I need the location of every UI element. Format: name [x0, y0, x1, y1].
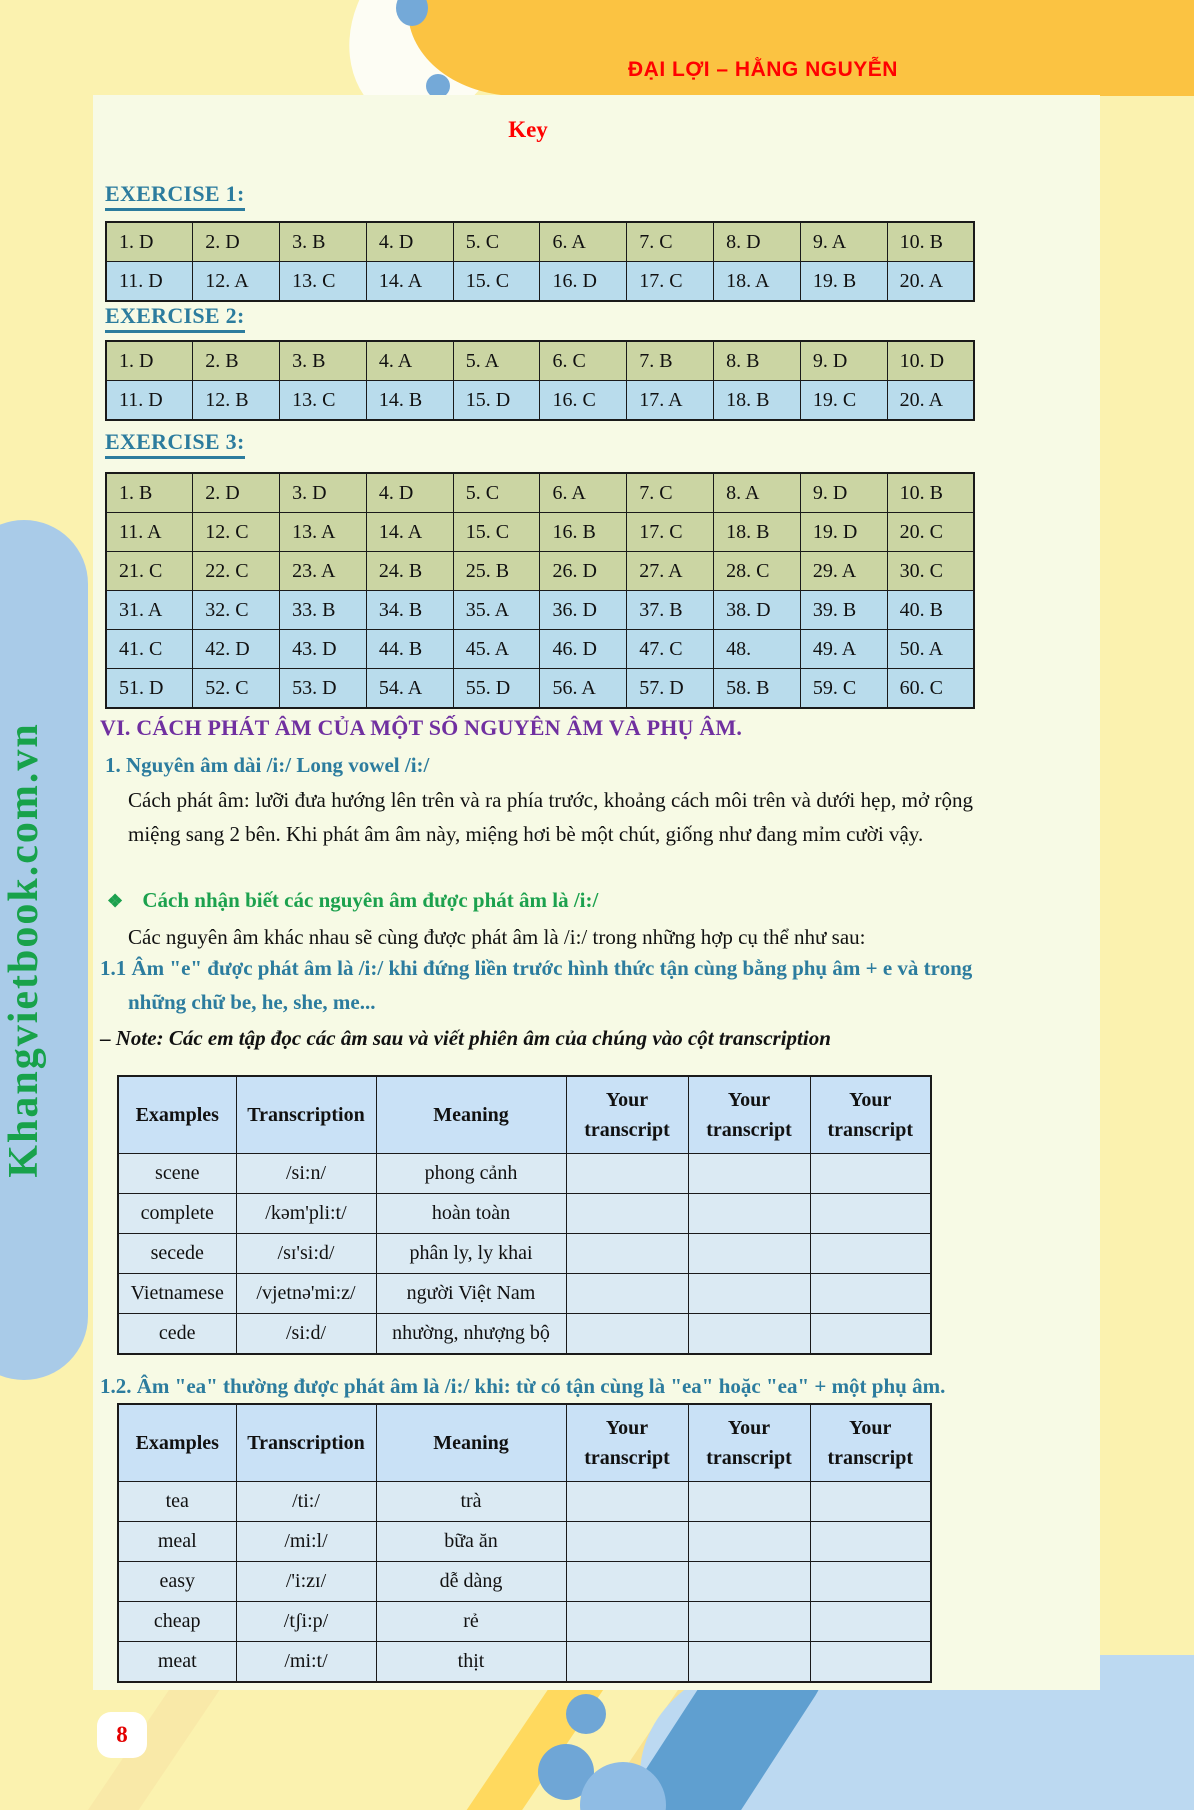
sidebar-watermark: Khangvietbook.com.vn: [1, 722, 47, 1178]
answer-cell: 12. A: [193, 262, 280, 302]
vocab-cell: [566, 1562, 688, 1602]
vocab-cell: rẻ: [376, 1602, 566, 1642]
answer-row: [106, 262, 974, 302]
answer-cell: 8. D: [714, 222, 801, 262]
answer-cell: 37. B: [627, 591, 714, 630]
vocab-cell: /mi:t/: [236, 1642, 376, 1683]
answer-cell: 15. C: [453, 513, 540, 552]
vocab-row: [118, 1642, 931, 1683]
vocab-header-cell: Your transcript: [810, 1404, 931, 1482]
answer-cell: 13. A: [280, 513, 367, 552]
answer-row: [106, 381, 974, 421]
answer-cell: 16. D: [540, 262, 627, 302]
vocab-cell: [688, 1642, 810, 1683]
answer-cell: 5. C: [453, 473, 540, 513]
answer-cell: 10. B: [887, 222, 974, 262]
vocab-table-ea: [117, 1403, 932, 1683]
vocab-cell: /kəm'pli:t/: [236, 1194, 376, 1234]
answer-cell: 49. A: [800, 630, 887, 669]
diamond-bullet-icon: ❖: [107, 891, 124, 911]
answer-cell: 5. A: [453, 341, 540, 381]
vocab-cell: [688, 1562, 810, 1602]
vocab-cell: trà: [376, 1482, 566, 1522]
answer-cell: 28. C: [714, 552, 801, 591]
section-vi-heading: VI. CÁCH PHÁT ÂM CỦA MỘT SỐ NGUYÊN ÂM VÀ PHỤ ÂM.: [100, 715, 743, 740]
answer-cell: 23. A: [280, 552, 367, 591]
publisher-header: ĐẠI LỢI – HẰNG NGUYỄN: [628, 58, 898, 81]
vocab-cell: easy: [118, 1562, 236, 1602]
vocab-header-row: [118, 1076, 931, 1154]
answer-cell: 9. A: [800, 222, 887, 262]
note-text: Note: Các em tập đọc các âm sau và viết phiên âm của chúng vào cột transcription: [115, 1026, 831, 1050]
answer-cell: 3. B: [280, 341, 367, 381]
vocab-row: [118, 1234, 931, 1274]
vocab-cell: secede: [118, 1234, 236, 1274]
answer-cell: 24. B: [366, 552, 453, 591]
vocab-cell: /ti:/: [236, 1482, 376, 1522]
vocab-header-cell: Your transcript: [810, 1076, 931, 1154]
answer-cell: 6. C: [540, 341, 627, 381]
answer-cell: 1. B: [106, 473, 193, 513]
answer-cell: 18. B: [714, 513, 801, 552]
answer-cell: 17. C: [627, 262, 714, 302]
answer-cell: 51. D: [106, 669, 193, 709]
vocab-row: [118, 1602, 931, 1642]
answer-cell: 7. C: [627, 473, 714, 513]
answer-cell: 2. D: [193, 473, 280, 513]
vocab-cell: /sɪ'si:d/: [236, 1234, 376, 1274]
answer-cell: 1. D: [106, 341, 193, 381]
answer-cell: 12. B: [193, 381, 280, 421]
answer-cell: 18. A: [714, 262, 801, 302]
answer-row: [106, 630, 974, 669]
vocab-cell: [566, 1522, 688, 1562]
vocab-header-cell: Examples: [118, 1076, 236, 1154]
vocab-cell: /vjetnə'mi:z/: [236, 1274, 376, 1314]
answer-cell: 21. C: [106, 552, 193, 591]
answer-cell: 2. B: [193, 341, 280, 381]
vocab-cell: [810, 1482, 931, 1522]
vocab-cell: /mi:l/: [236, 1522, 376, 1562]
answer-cell: 38. D: [714, 591, 801, 630]
subsection-1-heading: 1. Nguyên âm dài /i:/ Long vowel /i:/: [105, 753, 430, 777]
vocab-row: [118, 1482, 931, 1522]
vocab-cell: [566, 1154, 688, 1194]
answer-cell: 11. D: [106, 262, 193, 302]
sidebar-watermark-bar: [0, 520, 88, 1380]
vocab-cell: meal: [118, 1522, 236, 1562]
vocab-cell: [566, 1234, 688, 1274]
vocab-cell: bữa ăn: [376, 1522, 566, 1562]
vocab-cell: [566, 1194, 688, 1234]
answer-cell: 7. C: [627, 222, 714, 262]
answer-cell: 20. A: [887, 381, 974, 421]
answer-cell: 25. B: [453, 552, 540, 591]
answer-cell: 8. A: [714, 473, 801, 513]
answer-cell: 54. A: [366, 669, 453, 709]
vocab-cell: nhường, nhượng bộ: [376, 1314, 566, 1355]
answer-cell: 4. A: [366, 341, 453, 381]
vocab-cell: /'i:zɪ/: [236, 1562, 376, 1602]
vocab-cell: [810, 1522, 931, 1562]
answer-cell: 19. D: [800, 513, 887, 552]
vocab-cell: người Việt Nam: [376, 1274, 566, 1314]
answer-cell: 6. A: [540, 473, 627, 513]
vocab-cell: Vietnamese: [118, 1274, 236, 1314]
vocab-header-cell: Meaning: [376, 1076, 566, 1154]
answer-cell: 10. D: [887, 341, 974, 381]
subsection-1-2-heading: 1.2. Âm "ea" thường được phát âm là /i:/ khi: từ có tận cùng là "ea" hoặc "ea" + một phụ âm.: [100, 1374, 946, 1398]
exercise-1-heading: EXERCISE 1:: [105, 181, 245, 211]
vocab-header-cell: Transcription: [236, 1076, 376, 1154]
answer-cell: 52. C: [193, 669, 280, 709]
answer-cell: 42. D: [193, 630, 280, 669]
answer-cell: 13. C: [280, 262, 367, 302]
vocab-cell: phong cảnh: [376, 1154, 566, 1194]
answer-cell: 53. D: [280, 669, 367, 709]
vocab-header-cell: Your transcript: [566, 1404, 688, 1482]
answer-cell: 56. A: [540, 669, 627, 709]
answer-cell: 11. A: [106, 513, 193, 552]
vocab-cell: scene: [118, 1154, 236, 1194]
answer-cell: 8. B: [714, 341, 801, 381]
answer-cell: 50. A: [887, 630, 974, 669]
vocab-cell: [688, 1602, 810, 1642]
vocab-cell: thịt: [376, 1642, 566, 1683]
exercise-3-answer-table: [105, 472, 975, 709]
answer-cell: 30. C: [887, 552, 974, 591]
note-line: [100, 1021, 1028, 1055]
answer-cell: 46. D: [540, 630, 627, 669]
vocab-cell: complete: [118, 1194, 236, 1234]
exercise-2-heading: EXERCISE 2:: [105, 303, 245, 333]
vocab-row: [118, 1194, 931, 1234]
recognition-heading: ❖ Cách nhận biết các nguyên âm được phát âm là /i:/: [107, 888, 599, 912]
answer-cell: 43. D: [280, 630, 367, 669]
answer-cell: 32. C: [193, 591, 280, 630]
vocab-cell: [566, 1274, 688, 1314]
answer-cell: 3. D: [280, 473, 367, 513]
answer-cell: 4. D: [366, 473, 453, 513]
vocab-cell: [566, 1482, 688, 1522]
vocab-cell: [688, 1154, 810, 1194]
vocab-table-e: [117, 1075, 932, 1355]
vocab-header-cell: Your transcript: [688, 1404, 810, 1482]
vocab-cell: hoàn toàn: [376, 1194, 566, 1234]
answer-cell: 36. D: [540, 591, 627, 630]
vocab-cell: dễ dàng: [376, 1562, 566, 1602]
answer-cell: 34. B: [366, 591, 453, 630]
answer-cell: 19. C: [800, 381, 887, 421]
answer-cell: 59. C: [800, 669, 887, 709]
answer-cell: 6. A: [540, 222, 627, 262]
exercise-2-answer-table: [105, 340, 975, 421]
vocab-header-cell: Examples: [118, 1404, 236, 1482]
vocab-header-cell: Meaning: [376, 1404, 566, 1482]
answer-row: [106, 513, 974, 552]
page-number: 8: [97, 1712, 147, 1758]
answer-cell: 27. A: [627, 552, 714, 591]
vocab-cell: cheap: [118, 1602, 236, 1642]
answer-cell: 29. A: [800, 552, 887, 591]
answer-cell: 31. A: [106, 591, 193, 630]
vocab-cell: /tʃi:p/: [236, 1602, 376, 1642]
vocab-header-cell: Your transcript: [566, 1076, 688, 1154]
vocab-header-row: [118, 1404, 931, 1482]
answer-cell: 48.: [714, 630, 801, 669]
answer-cell: 39. B: [800, 591, 887, 630]
answer-cell: 55. D: [453, 669, 540, 709]
vocab-cell: [688, 1522, 810, 1562]
answer-cell: 60. C: [887, 669, 974, 709]
vocab-cell: /si:n/: [236, 1154, 376, 1194]
answer-cell: 22. C: [193, 552, 280, 591]
answer-cell: 14. A: [366, 262, 453, 302]
vocab-cell: [810, 1642, 931, 1683]
answer-cell: 20. C: [887, 513, 974, 552]
answer-cell: 11. D: [106, 381, 193, 421]
answer-cell: 44. B: [366, 630, 453, 669]
vocab-row: [118, 1154, 931, 1194]
content-page: [93, 95, 1100, 1690]
answer-cell: 26. D: [540, 552, 627, 591]
vocab-cell: [566, 1642, 688, 1683]
answer-cell: 10. B: [887, 473, 974, 513]
answer-cell: 7. B: [627, 341, 714, 381]
intro-paragraph: Các nguyên âm khác nhau sẽ cùng được phát âm là /i:/ trong những hợp cụ thể như sau:: [128, 925, 866, 949]
vocab-cell: cede: [118, 1314, 236, 1355]
vocab-row: [118, 1522, 931, 1562]
answer-cell: 40. B: [887, 591, 974, 630]
vocab-cell: meat: [118, 1642, 236, 1683]
vocab-row: [118, 1274, 931, 1314]
answer-cell: 12. C: [193, 513, 280, 552]
answer-cell: 17. A: [627, 381, 714, 421]
answer-cell: 58. B: [714, 669, 801, 709]
answer-cell: 9. D: [800, 473, 887, 513]
page-title: Key: [508, 117, 548, 142]
decor-circle: [566, 1694, 606, 1734]
vocab-cell: /si:d/: [236, 1314, 376, 1355]
answer-cell: 5. C: [453, 222, 540, 262]
vocab-header-cell: Your transcript: [688, 1076, 810, 1154]
answer-cell: 15. C: [453, 262, 540, 302]
vocab-cell: [810, 1602, 931, 1642]
vocab-cell: [810, 1194, 931, 1234]
answer-cell: 18. B: [714, 381, 801, 421]
answer-cell: 19. B: [800, 262, 887, 302]
vocab-cell: [810, 1562, 931, 1602]
answer-row: [106, 222, 974, 262]
answer-cell: 13. C: [280, 381, 367, 421]
vocab-cell: [688, 1194, 810, 1234]
answer-cell: 15. D: [453, 381, 540, 421]
vocab-cell: [810, 1154, 931, 1194]
answer-cell: 47. C: [627, 630, 714, 669]
answer-cell: 16. B: [540, 513, 627, 552]
subsection-1-1-heading: 1.1 Âm "e" được phát âm là /i:/ khi đứng liền trước hình thức tận cùng bằng phụ âm + e và trong những chữ be, he, she, me...: [100, 956, 973, 1014]
exercise-1-answer-table: [105, 221, 975, 302]
vocab-row: [118, 1562, 931, 1602]
vocab-header-cell: Transcription: [236, 1404, 376, 1482]
answer-cell: 41. C: [106, 630, 193, 669]
vocab-cell: [688, 1274, 810, 1314]
answer-row: [106, 341, 974, 381]
vocab-cell: [688, 1314, 810, 1355]
vocab-cell: [688, 1234, 810, 1274]
answer-cell: 57. D: [627, 669, 714, 709]
answer-cell: 20. A: [887, 262, 974, 302]
answer-row: [106, 473, 974, 513]
vocab-cell: [566, 1314, 688, 1355]
exercise-3-heading: EXERCISE 3:: [105, 429, 245, 459]
vocab-cell: [810, 1234, 931, 1274]
answer-cell: 9. D: [800, 341, 887, 381]
pronunciation-paragraph: Cách phát âm: lưỡi đưa hướng lên trên và ra phía trước, khoảng cách môi trên và dưới hẹp, mở rộng miệng sang 2 bên. Khi phát âm âm này, miệng hơi bè một chút, giống như đang mỉm cười vậy.: [128, 788, 973, 846]
answer-row: [106, 552, 974, 591]
vocab-cell: [810, 1274, 931, 1314]
answer-cell: 3. B: [280, 222, 367, 262]
answer-cell: 35. A: [453, 591, 540, 630]
vocab-row: [118, 1314, 931, 1355]
answer-cell: 1. D: [106, 222, 193, 262]
answer-cell: 33. B: [280, 591, 367, 630]
dash: –: [100, 1026, 111, 1050]
answer-row: [106, 669, 974, 709]
answer-cell: 14. B: [366, 381, 453, 421]
answer-row: [106, 591, 974, 630]
vocab-cell: [688, 1482, 810, 1522]
answer-cell: 14. A: [366, 513, 453, 552]
vocab-cell: [566, 1602, 688, 1642]
vocab-cell: [810, 1314, 931, 1355]
answer-cell: 45. A: [453, 630, 540, 669]
answer-cell: 2. D: [193, 222, 280, 262]
vocab-cell: phân ly, ly khai: [376, 1234, 566, 1274]
answer-cell: 17. C: [627, 513, 714, 552]
answer-cell: 16. C: [540, 381, 627, 421]
answer-cell: 4. D: [366, 222, 453, 262]
vocab-cell: tea: [118, 1482, 236, 1522]
